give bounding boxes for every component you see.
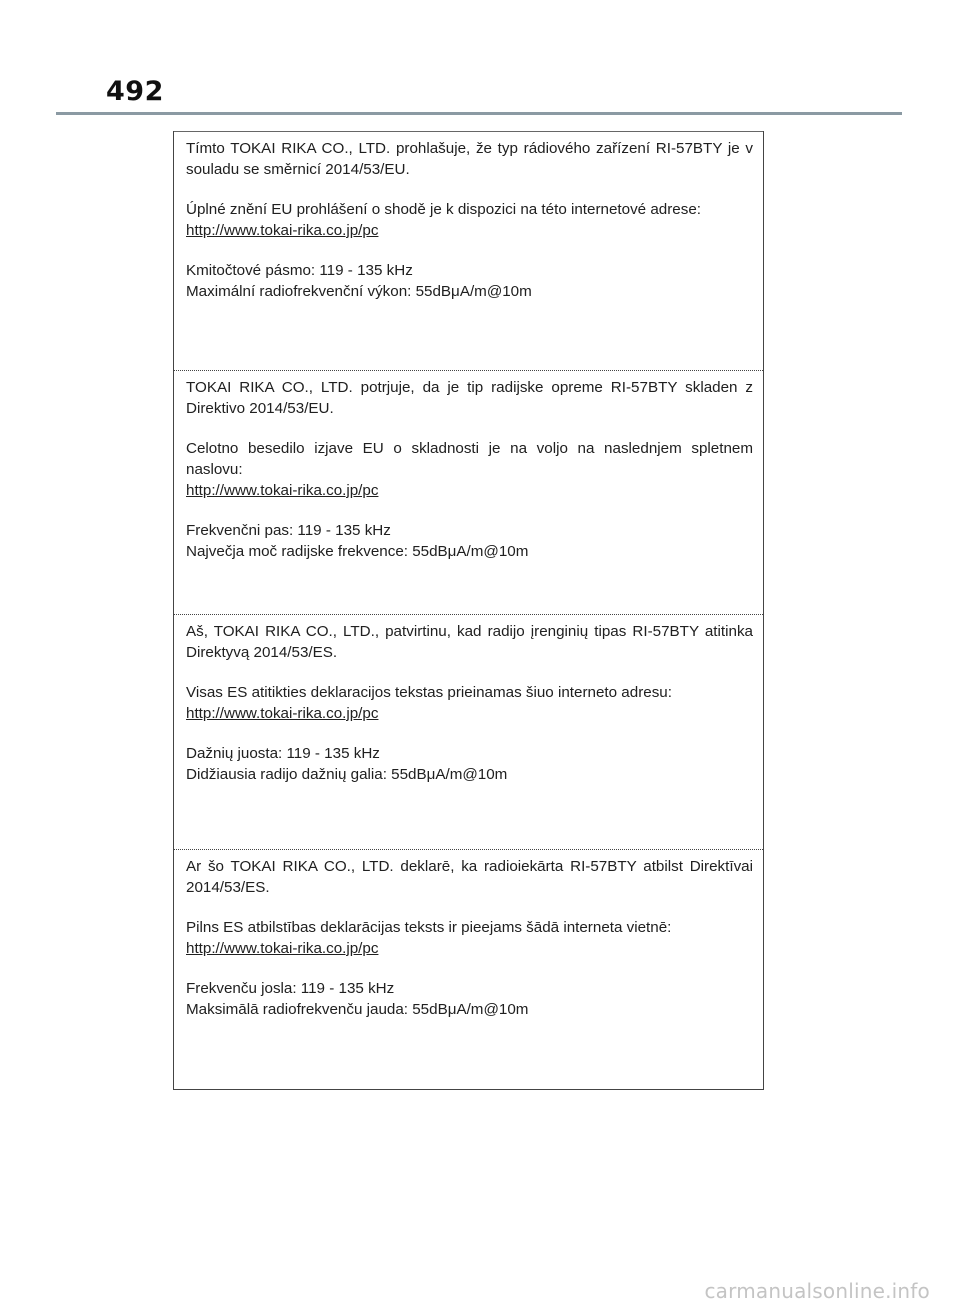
header-divider bbox=[56, 112, 902, 115]
declaration-availability: Visas ES atitikties deklaracijos tekstas prieinamas šiuo interneto adresu: bbox=[186, 684, 672, 701]
declaration-link[interactable]: http://www.tokai-rika.co.jp/pc bbox=[186, 705, 379, 722]
max-power: Maksimālā radiofrekvenču jauda: 55dBμA/m@10m bbox=[186, 1001, 529, 1018]
conformity-statement: Tímto TOKAI RIKA CO., LTD. prohlašuje, že typ rádiového zařízení RI-57BTY je v souladu se směrnicí 2014/53/EU. bbox=[186, 140, 753, 178]
declaration-czech bbox=[174, 131, 763, 370]
frequency-band: Frekvenčni pas: 119 - 135 kHz bbox=[186, 522, 391, 539]
declaration-availability: Celotno besedilo izjave EU o skladnosti je na voljo na naslednjem spletnem naslovu: bbox=[186, 440, 753, 478]
max-power: Didžiausia radijo dažnių galia: 55dBμA/m@10m bbox=[186, 766, 508, 783]
site-watermark: carmanualsonline.info bbox=[704, 1279, 930, 1303]
frequency-band: Dažnių juosta: 119 - 135 kHz bbox=[186, 745, 380, 762]
conformity-statement: TOKAI RIKA CO., LTD. potrjuje, da je tip radijske opreme RI-57BTY skladen z Direktivo 2014/53/EU. bbox=[186, 379, 753, 417]
max-power: Največja moč radijske frekvence: 55dBμA/m@10m bbox=[186, 543, 529, 560]
declaration-table bbox=[173, 131, 764, 1090]
declaration-latvian bbox=[174, 849, 763, 1089]
frequency-band: Frekvenču josla: 119 - 135 kHz bbox=[186, 980, 395, 997]
frequency-band: Kmitočtové pásmo: 119 - 135 kHz bbox=[186, 262, 413, 279]
max-power: Maximální radiofrekvenční výkon: 55dBμA/m@10m bbox=[186, 283, 532, 300]
conformity-statement: Aš, TOKAI RIKA CO., LTD., patvirtinu, kad radijo įrenginių tipas RI-57BTY atitinka Direktyvą 2014/53/ES. bbox=[186, 623, 753, 661]
declaration-link[interactable]: http://www.tokai-rika.co.jp/pc bbox=[186, 482, 379, 499]
declaration-link[interactable]: http://www.tokai-rika.co.jp/pc bbox=[186, 222, 379, 239]
declaration-link[interactable]: http://www.tokai-rika.co.jp/pc bbox=[186, 940, 379, 957]
conformity-statement: Ar šo TOKAI RIKA CO., LTD. deklarē, ka radioiekārta RI-57BTY atbilst Direktīvai 2014/53/ES. bbox=[186, 858, 753, 896]
page-number: 492 bbox=[106, 76, 164, 107]
declaration-availability: Pilns ES atbilstības deklarācijas teksts ir pieejams šādā interneta vietnē: bbox=[186, 919, 672, 936]
declaration-availability: Úplné znění EU prohlášení o shodě je k dispozici na této internetové adrese: bbox=[186, 201, 702, 218]
declaration-slovenian bbox=[174, 370, 763, 614]
declaration-lithuanian bbox=[174, 614, 763, 849]
